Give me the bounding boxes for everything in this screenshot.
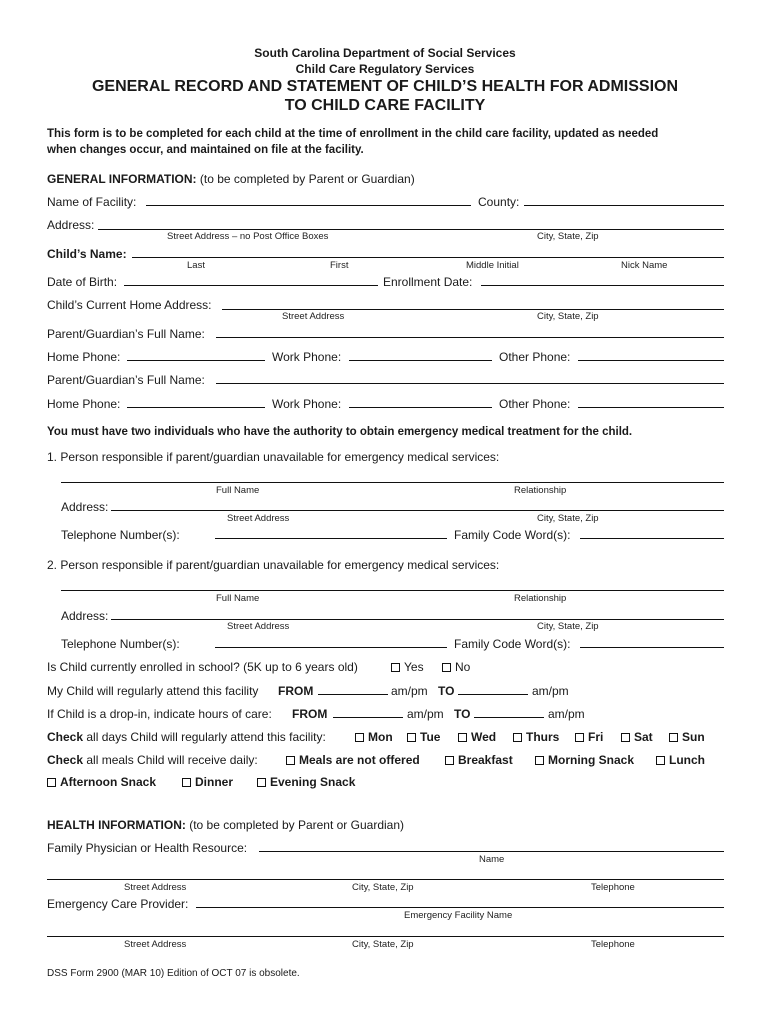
days-label: Check all days Child will regularly attend this facility: xyxy=(47,730,326,744)
meal-option-morning-snack[interactable]: Morning Snack xyxy=(535,753,634,767)
form-title-line1: GENERAL RECORD AND STATEMENT OF CHILD’S HEALTH FOR ADMISSION xyxy=(91,78,679,95)
person2-full-name-caption: Full Name xyxy=(216,593,260,604)
parent1-home-phone-field[interactable] xyxy=(127,360,265,361)
day-checkbox-wed[interactable] xyxy=(458,733,467,742)
physician-telephone-caption: Telephone xyxy=(591,882,635,893)
day-checkbox-mon[interactable] xyxy=(355,733,364,742)
facility-address-field[interactable] xyxy=(98,229,724,230)
meal-option-evening-snack[interactable]: Evening Snack xyxy=(257,775,355,789)
day-option-wed[interactable]: Wed xyxy=(458,730,496,744)
parent2-name-label: Parent/Guardian’s Full Name: xyxy=(47,373,205,387)
dropin-to-label: TO xyxy=(454,707,471,721)
person2-street-caption: Street Address xyxy=(227,621,290,632)
person1-street-caption: Street Address xyxy=(227,513,290,524)
person1-code-word-label: Family Code Word(s): xyxy=(454,528,571,542)
physician-city-caption: City, State, Zip xyxy=(352,882,414,893)
day-checkbox-sat[interactable] xyxy=(621,733,630,742)
first-name-caption: First xyxy=(330,260,349,271)
meal-checkbox-breakfast[interactable] xyxy=(445,756,454,765)
day-option-sat[interactable]: Sat xyxy=(621,730,653,744)
meal-checkbox-dinner[interactable] xyxy=(182,778,191,787)
regular-from-ampm: am/pm xyxy=(391,684,428,698)
person1-address-label: Address: xyxy=(61,500,109,514)
facility-address-label: Address: xyxy=(47,218,95,232)
health-info-heading: HEALTH INFORMATION: (to be completed by Parent or Guardian) xyxy=(47,818,404,832)
day-checkbox-sun[interactable] xyxy=(669,733,678,742)
person1-telephone-field[interactable] xyxy=(215,538,447,539)
emergency-city-caption: City, State, Zip xyxy=(352,939,414,950)
person1-code-word-field[interactable] xyxy=(580,538,724,539)
day-option-fri[interactable]: Fri xyxy=(575,730,603,744)
person2-telephone-field[interactable] xyxy=(215,647,447,648)
parent1-work-phone-label: Work Phone: xyxy=(272,350,342,364)
regular-to-ampm: am/pm xyxy=(532,684,569,698)
parent2-work-phone-field[interactable] xyxy=(349,407,492,408)
last-name-caption: Last xyxy=(187,260,205,271)
day-checkbox-fri[interactable] xyxy=(575,733,584,742)
facility-name-label: Name of Facility: xyxy=(47,195,137,209)
physician-street-caption: Street Address xyxy=(124,882,187,893)
dropin-from-field[interactable] xyxy=(333,717,403,718)
emergency-provider-label: Emergency Care Provider: xyxy=(47,897,189,911)
meal-checkbox-morning-snack[interactable] xyxy=(535,756,544,765)
meal-option-breakfast[interactable]: Breakfast xyxy=(445,753,513,767)
regular-from-field[interactable] xyxy=(318,694,388,695)
home-address-field[interactable] xyxy=(222,309,724,310)
agency-name: South Carolina Department of Social Services xyxy=(254,46,516,60)
parent1-name-field[interactable] xyxy=(216,337,724,338)
person1-name-field[interactable] xyxy=(61,482,724,483)
person2-heading: 2. Person responsible if parent/guardian unavailable for emergency medical services: xyxy=(47,558,500,572)
day-option-mon[interactable]: Mon xyxy=(355,730,393,744)
parent1-other-phone-field[interactable] xyxy=(578,360,724,361)
school-yes-checkbox[interactable] xyxy=(391,663,400,672)
dropin-from-label: FROM xyxy=(292,707,328,721)
person2-telephone-label: Telephone Number(s): xyxy=(61,637,180,651)
dropin-to-field[interactable] xyxy=(474,717,544,718)
meal-checkbox-evening-snack[interactable] xyxy=(257,778,266,787)
person2-city-caption: City, State, Zip xyxy=(537,621,599,632)
dob-label: Date of Birth: xyxy=(47,275,118,289)
person1-city-caption: City, State, Zip xyxy=(537,513,599,524)
meal-checkbox-afternoon-snack[interactable] xyxy=(47,778,56,787)
intro-line2: when changes occur, and maintained on file at the facility. xyxy=(47,144,364,156)
school-no-checkbox[interactable] xyxy=(442,663,451,672)
day-option-sun[interactable]: Sun xyxy=(669,730,705,744)
meal-checkbox-not-offered[interactable] xyxy=(286,756,295,765)
day-option-tue[interactable]: Tue xyxy=(407,730,440,744)
nick-name-caption: Nick Name xyxy=(621,260,668,271)
person2-address-label: Address: xyxy=(61,609,109,623)
person1-relationship-caption: Relationship xyxy=(514,485,567,496)
parent2-work-phone-label: Work Phone: xyxy=(272,397,342,411)
regular-to-label: TO xyxy=(438,684,455,698)
enrollment-date-field[interactable] xyxy=(481,285,724,286)
emergency-telephone-caption: Telephone xyxy=(591,939,635,950)
facility-city-caption: City, State, Zip xyxy=(537,231,599,242)
form-footer: DSS Form 2900 (MAR 10) Edition of OCT 07 is obsolete. xyxy=(47,968,300,979)
parent1-name-label: Parent/Guardian’s Full Name: xyxy=(47,327,205,341)
parent1-work-phone-field[interactable] xyxy=(349,360,492,361)
regular-attendance-label: My Child will regularly attend this facility xyxy=(47,684,259,698)
facility-name-field[interactable] xyxy=(146,205,471,206)
person2-name-field[interactable] xyxy=(61,590,724,591)
regular-to-field[interactable] xyxy=(458,694,528,695)
physician-name-caption: Name xyxy=(479,854,505,865)
facility-street-caption: Street Address – no Post Office Boxes xyxy=(167,231,329,242)
emergency-facility-caption: Emergency Facility Name xyxy=(404,910,513,921)
middle-initial-caption: Middle Initial xyxy=(466,260,519,271)
form-title-line2: TO CHILD CARE FACILITY xyxy=(284,97,486,114)
dropin-from-ampm: am/pm xyxy=(407,707,444,721)
school-question: Is Child currently enrolled in school? (5K up to 6 years old) xyxy=(47,660,358,674)
person2-relationship-caption: Relationship xyxy=(514,593,567,604)
person2-code-word-field[interactable] xyxy=(580,647,724,648)
county-label: County: xyxy=(478,195,520,209)
person2-address-field[interactable] xyxy=(111,619,724,620)
child-name-field[interactable] xyxy=(132,257,724,258)
school-no-option[interactable]: No xyxy=(442,660,470,674)
dob-field[interactable] xyxy=(124,285,378,286)
regular-from-label: FROM xyxy=(278,684,314,698)
person1-address-field[interactable] xyxy=(111,510,724,511)
enrollment-date-label: Enrollment Date: xyxy=(383,275,473,289)
day-option-thurs[interactable]: Thurs xyxy=(513,730,559,744)
home-city-caption: City, State, Zip xyxy=(537,311,599,322)
meal-option-afternoon-snack[interactable]: Afternoon Snack xyxy=(47,775,156,789)
home-address-label: Child’s Current Home Address: xyxy=(47,298,212,312)
county-field[interactable] xyxy=(524,205,724,206)
day-checkbox-tue[interactable] xyxy=(407,733,416,742)
parent2-other-phone-field[interactable] xyxy=(578,407,724,408)
physician-address-field[interactable] xyxy=(47,879,724,880)
school-yes-option[interactable]: Yes xyxy=(391,660,424,674)
dropin-label: If Child is a drop-in, indicate hours of care: xyxy=(47,707,272,721)
emergency-notice: You must have two individuals who have the authority to obtain emergency medical treatment for the child. xyxy=(47,426,633,438)
meal-option-dinner[interactable]: Dinner xyxy=(182,775,233,789)
meal-checkbox-lunch[interactable] xyxy=(656,756,665,765)
person1-telephone-label: Telephone Number(s): xyxy=(61,528,180,542)
parent1-other-phone-label: Other Phone: xyxy=(499,350,571,364)
parent2-name-field[interactable] xyxy=(216,383,724,384)
parent2-home-phone-label: Home Phone: xyxy=(47,397,121,411)
meal-option-not-offered[interactable]: Meals are not offered xyxy=(286,753,420,767)
child-name-label: Child’s Name: xyxy=(47,247,127,261)
physician-label: Family Physician or Health Resource: xyxy=(47,841,248,855)
dropin-to-ampm: am/pm xyxy=(548,707,585,721)
intro-line1: This form is to be completed for each child at the time of enrollment in the child care facility, updated as needed xyxy=(47,128,659,140)
emergency-provider-field[interactable] xyxy=(196,907,724,908)
home-street-caption: Street Address xyxy=(282,311,345,322)
meal-option-lunch[interactable]: Lunch xyxy=(656,753,705,767)
parent2-home-phone-field[interactable] xyxy=(127,407,265,408)
parent1-home-phone-label: Home Phone: xyxy=(47,350,121,364)
person2-code-word-label: Family Code Word(s): xyxy=(454,637,571,651)
emergency-address-field[interactable] xyxy=(47,936,724,937)
person1-full-name-caption: Full Name xyxy=(216,485,260,496)
day-checkbox-thurs[interactable] xyxy=(513,733,522,742)
parent2-other-phone-label: Other Phone: xyxy=(499,397,571,411)
emergency-street-caption: Street Address xyxy=(124,939,187,950)
physician-name-field[interactable] xyxy=(259,851,724,852)
division-name: Child Care Regulatory Services xyxy=(295,62,475,76)
general-info-heading: GENERAL INFORMATION: (to be completed by Parent or Guardian) xyxy=(47,172,415,186)
meals-label: Check all meals Child will receive daily: xyxy=(47,753,258,767)
person1-heading: 1. Person responsible if parent/guardian unavailable for emergency medical services: xyxy=(47,450,500,464)
